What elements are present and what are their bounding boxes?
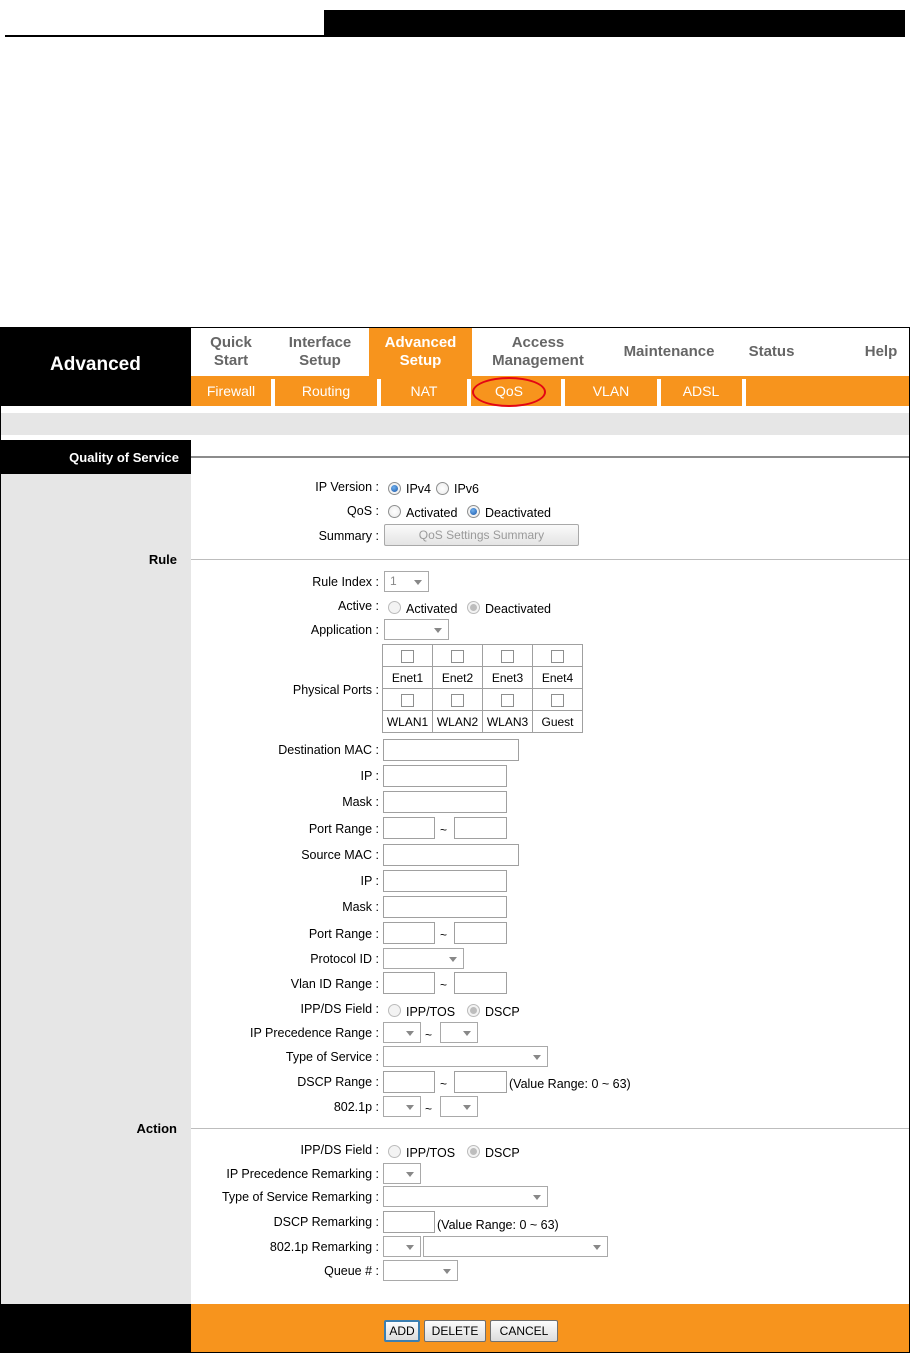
qos-activated-radio[interactable] <box>388 505 401 518</box>
qos-settings-summary-button[interactable]: QoS Settings Summary <box>384 524 579 546</box>
type-of-service-remarking-label: Type of Service Remarking : <box>221 1190 379 1204</box>
qos-deactivated-radio[interactable] <box>467 505 480 518</box>
active-activated-radio[interactable] <box>388 601 401 614</box>
port-label-enet4: Enet4 <box>533 667 583 689</box>
sub-nav <box>191 376 910 406</box>
subtab-vlan[interactable]: VLAN <box>592 383 630 399</box>
rule-ipp-tos-radio[interactable] <box>388 1004 401 1017</box>
dscp-range-start-input[interactable] <box>383 1071 435 1093</box>
source-port-start-input[interactable] <box>383 922 435 944</box>
destination-port-range-label: Port Range : <box>308 822 379 836</box>
range-tilde: ~ <box>425 1102 433 1116</box>
source-mask-label: Mask : <box>342 900 379 914</box>
dot1p-label: 802.1p : <box>333 1100 379 1114</box>
port-label-enet2: Enet2 <box>433 667 483 689</box>
dot1p-remarking-detail-select[interactable] <box>423 1236 608 1257</box>
delete-button[interactable]: DELETE <box>424 1320 486 1342</box>
document-header-rule <box>5 35 325 37</box>
rule-group-divider <box>191 559 910 560</box>
tab-interface-setup[interactable]: Interface Setup <box>288 334 352 369</box>
port-enet4-checkbox[interactable] <box>551 650 564 663</box>
dot1p-start-select[interactable] <box>383 1096 421 1117</box>
section-title: Quality of Service <box>1 440 191 474</box>
subtab-nat[interactable]: NAT <box>410 383 438 399</box>
dscp-range-end-input[interactable] <box>454 1071 507 1093</box>
dscp-range-label: DSCP Range : <box>297 1075 379 1089</box>
active-label: Active : <box>338 599 379 613</box>
vlan-id-start-input[interactable] <box>383 972 435 994</box>
source-ip-label: IP : <box>360 874 379 888</box>
dot1p-end-select[interactable] <box>440 1096 478 1117</box>
summary-label: Summary : <box>318 529 379 543</box>
subtab-firewall[interactable]: Firewall <box>206 383 256 399</box>
port-label-guest: Guest <box>533 711 583 733</box>
ipv6-radio[interactable] <box>436 482 449 495</box>
source-port-range-label: Port Range : <box>308 927 379 941</box>
dscp-remarking-hint: (Value Range: 0 ~ 63) <box>437 1218 559 1232</box>
qos-deactivated-label: Deactivated <box>485 506 552 520</box>
destination-mac-label: Destination MAC : <box>278 743 379 757</box>
port-wlan3-checkbox[interactable] <box>501 694 514 707</box>
action-group-label: Action <box>136 1121 177 1136</box>
section-divider <box>191 456 910 458</box>
application-select[interactable] <box>384 619 449 640</box>
destination-ip-input[interactable] <box>383 765 507 787</box>
source-mask-input[interactable] <box>383 896 507 918</box>
destination-ip-label: IP : <box>360 769 379 783</box>
port-enet3-checkbox[interactable] <box>501 650 514 663</box>
type-of-service-select[interactable] <box>383 1046 548 1067</box>
port-guest-checkbox[interactable] <box>551 694 564 707</box>
subtab-qos[interactable]: QoS <box>494 383 523 399</box>
tab-access-management[interactable]: Access Management <box>492 334 584 369</box>
source-port-end-input[interactable] <box>454 922 507 944</box>
active-deactivated-label: Deactivated <box>485 602 552 616</box>
ipv6-label: IPv6 <box>454 482 480 496</box>
left-column <box>1 474 191 1304</box>
dscp-remarking-input[interactable] <box>383 1211 435 1233</box>
port-wlan2-checkbox[interactable] <box>451 694 464 707</box>
rule-index-label: Rule Index : <box>312 575 379 589</box>
range-tilde: ~ <box>440 1077 448 1091</box>
port-wlan1-checkbox[interactable] <box>401 694 414 707</box>
vlan-id-range-label: Vlan ID Range : <box>290 977 379 991</box>
physical-ports-label: Physical Ports : <box>292 683 379 697</box>
action-group-divider <box>191 1128 910 1129</box>
tab-help[interactable]: Help <box>864 343 898 360</box>
ip-precedence-start-select[interactable] <box>383 1022 421 1043</box>
rule-group-label: Rule <box>148 552 177 567</box>
type-of-service-remarking-select[interactable] <box>383 1186 548 1207</box>
gray-strip <box>1 413 910 435</box>
active-deactivated-radio[interactable] <box>467 601 480 614</box>
action-dscp-radio[interactable] <box>467 1145 480 1158</box>
router-config-screenshot <box>0 327 910 1353</box>
port-label-wlan1: WLAN1 <box>383 711 433 733</box>
destination-mask-input[interactable] <box>383 791 507 813</box>
tab-quick-start[interactable]: Quick Start <box>210 334 252 369</box>
main-nav <box>191 328 910 376</box>
qos-activated-label: Activated <box>406 506 458 520</box>
tab-maintenance[interactable]: Maintenance <box>623 343 715 360</box>
source-mac-input[interactable] <box>383 844 519 866</box>
active-activated-label: Activated <box>406 602 458 616</box>
ipv4-label: IPv4 <box>406 482 432 496</box>
type-of-service-label: Type of Service : <box>285 1050 379 1064</box>
rule-index-select[interactable]: 1 <box>384 571 429 592</box>
action-dscp-label: DSCP <box>485 1146 520 1160</box>
port-enet2-checkbox[interactable] <box>451 650 464 663</box>
range-tilde: ~ <box>440 823 448 837</box>
action-ipp-tos-label: IPP/TOS <box>406 1146 456 1160</box>
source-ip-input[interactable] <box>383 870 507 892</box>
dscp-range-hint: (Value Range: 0 ~ 63) <box>509 1077 631 1091</box>
port-label-wlan2: WLAN2 <box>433 711 483 733</box>
brand-block <box>1 328 191 406</box>
port-enet1-checkbox[interactable] <box>401 650 414 663</box>
dscp-remarking-label: DSCP Remarking : <box>273 1215 379 1229</box>
cancel-button[interactable]: CANCEL <box>490 1320 558 1342</box>
ip-precedence-end-select[interactable] <box>440 1022 478 1043</box>
queue-label: Queue # : <box>324 1264 379 1278</box>
subtab-separator <box>742 379 746 406</box>
application-label: Application : <box>310 623 379 637</box>
qos-label: QoS : <box>347 504 379 518</box>
destination-mask-label: Mask : <box>342 795 379 809</box>
protocol-id-label: Protocol ID : <box>310 952 379 966</box>
action-ipp-tos-radio[interactable] <box>388 1145 401 1158</box>
destination-port-end-input[interactable] <box>454 817 507 839</box>
queue-select[interactable] <box>383 1260 458 1281</box>
rule-ipp-ds-field-label: IPP/DS Field : <box>300 1002 379 1016</box>
rule-dscp-label: DSCP <box>485 1005 520 1019</box>
port-label-enet1: Enet1 <box>383 667 433 689</box>
subtab-adsl[interactable]: ADSL <box>682 383 720 399</box>
range-tilde: ~ <box>440 978 448 992</box>
qos-highlight-circle <box>472 377 546 407</box>
brand-title: Advanced <box>50 354 141 375</box>
ip-version-label: IP Version : <box>315 480 379 494</box>
range-tilde: ~ <box>425 1028 433 1042</box>
subtab-routing[interactable]: Routing <box>301 383 351 399</box>
dot1p-remarking-label: 802.1p Remarking : <box>269 1240 379 1254</box>
document-header-bar <box>324 10 905 37</box>
ip-precedence-remarking-select[interactable] <box>383 1163 421 1184</box>
vlan-id-end-input[interactable] <box>454 972 507 994</box>
destination-port-start-input[interactable] <box>383 817 435 839</box>
tab-advanced-setup[interactable]: Advanced Setup <box>369 328 472 376</box>
add-button[interactable]: ADD <box>384 1320 420 1342</box>
tab-status[interactable]: Status <box>748 343 795 360</box>
port-label-enet3: Enet3 <box>483 667 533 689</box>
action-ipp-ds-field-label: IPP/DS Field : <box>300 1143 379 1157</box>
rule-dscp-radio[interactable] <box>467 1004 480 1017</box>
rule-ipp-tos-label: IPP/TOS <box>406 1005 456 1019</box>
ipv4-radio[interactable] <box>388 482 401 495</box>
physical-ports-table <box>382 644 583 733</box>
protocol-id-select[interactable] <box>383 948 464 969</box>
destination-mac-input[interactable] <box>383 739 519 761</box>
dot1p-remarking-select[interactable] <box>383 1236 421 1257</box>
ip-precedence-range-label: IP Precedence Range : <box>249 1026 379 1040</box>
port-label-wlan3: WLAN3 <box>483 711 533 733</box>
footer-left <box>1 1304 191 1353</box>
range-tilde: ~ <box>440 928 448 942</box>
source-mac-label: Source MAC : <box>301 848 379 862</box>
ip-precedence-remarking-label: IP Precedence Remarking : <box>226 1167 379 1181</box>
